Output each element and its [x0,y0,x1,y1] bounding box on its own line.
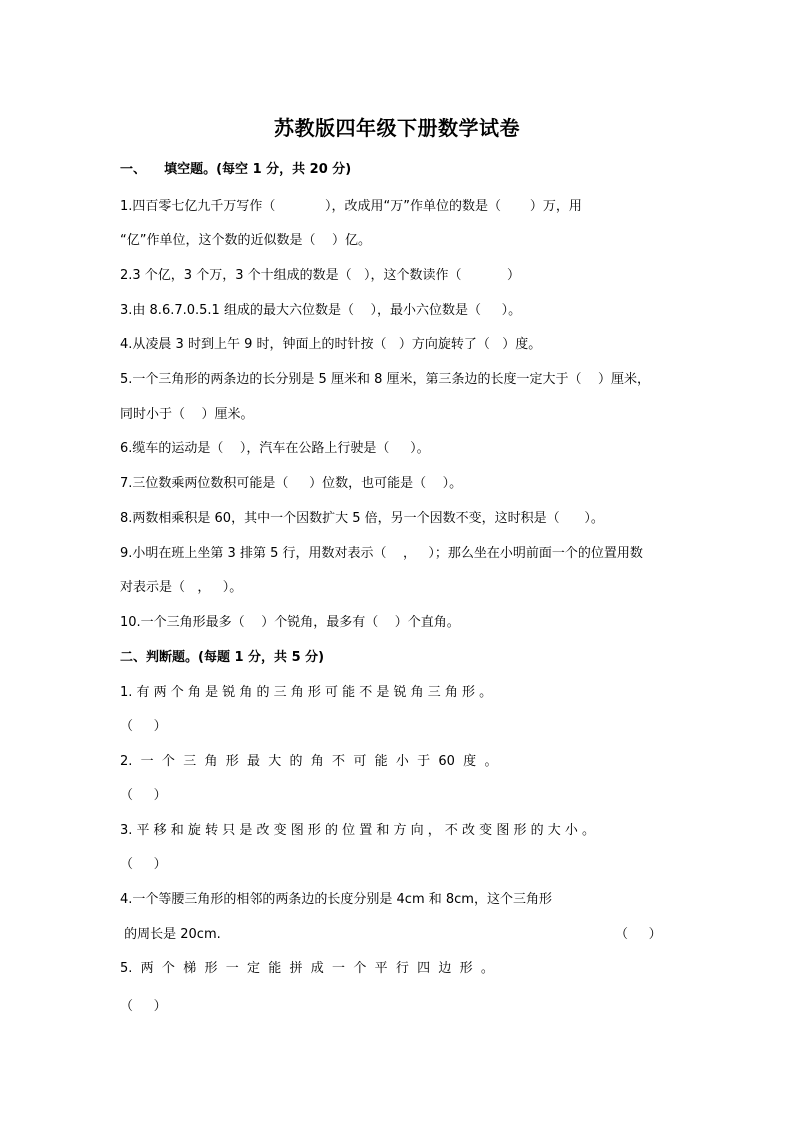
tf-question-4-line-2: 的周长是 20cm. [120,927,221,942]
question-5-line-1: 5.一个三角形的两条边的长分别是 5 厘米和 8 厘米，第三条边的长度一定大于（ ）厘米， [120,372,651,387]
question-10: 10.一个三角形最多（ ）个锐角，最多有（ ）个直角。 [120,615,460,630]
question-1-line-1: 1.四百零七亿九千万写作（ ），改成用“万”作单位的数是（ ）万，用 [120,199,582,214]
tf-question-4-line-1: 4.一个等腰三角形的相邻的两条边的长度分别是 4cm 和 8cm，这个三角形 [120,892,552,907]
question-7: 7.三位数乘两位数积可能是（ ）位数，也可能是（ ）。 [120,476,463,491]
question-5-line-2: 同时小于（ ）厘米。 [120,407,254,422]
tf-answer-4: （ ） [615,927,662,942]
question-4: 4.从凌晨 3 时到上午 9 时，钟面上的时针按（ ）方向旋转了（ ）度。 [120,337,542,352]
question-2: 2.3 个亿，3 个万，3 个十组成的数是（ ），这个数读作（ ） [120,268,520,283]
page-title: 苏教版四年级下册数学试卷 [274,116,520,140]
tf-question-1: 1. 有 两 个 角 是 锐 角 的 三 角 形 可 能 不 是 锐 角 三 角 形 。 [120,685,493,700]
tf-answer-1: （ ） [120,719,167,734]
tf-answer-5: （ ） [120,999,167,1014]
question-8: 8.两数相乘积是 60，其中一个因数扩大 5 倍，另一个因数不变，这时积是（ ）。 [120,511,604,526]
question-9-line-1: 9.小明在班上坐第 3 排第 5 行，用数对表示（ ， ）；那么坐在小明前面一个的位置用数 [120,546,643,561]
section-heading-true-false: 二、判断题。(每题 1 分，共 5 分) [120,650,325,665]
question-3: 3.由 8.6.7.0.5.1 组成的最大六位数是（ ），最小六位数是（ ）。 [120,303,522,318]
tf-question-5: 5. 两 个 梯 形 一 定 能 拼 成 一 个 平 行 四 边 形 。 [120,961,494,976]
question-1-line-2: “亿”作单位，这个数的近似数是（ ）亿。 [120,233,371,248]
tf-question-2: 2. 一 个 三 角 形 最 大 的 角 不 可 能 小 于 60 度 。 [120,754,498,769]
tf-answer-2: （ ） [120,788,167,803]
tf-answer-3: （ ） [120,857,167,872]
question-6: 6.缆车的运动是（ ），汽车在公路上行驶是（ ）。 [120,441,430,456]
tf-question-3: 3. 平 移 和 旋 转 只 是 改 变 图 形 的 位 置 和 方 向 ， 不 改 变 图 形 的 大 小 。 [120,823,595,838]
question-9-line-2: 对表示是（ ， ）。 [120,580,243,595]
section-heading-fill-in: 一、 填空题。(每空 1 分，共 20 分) [120,162,352,177]
